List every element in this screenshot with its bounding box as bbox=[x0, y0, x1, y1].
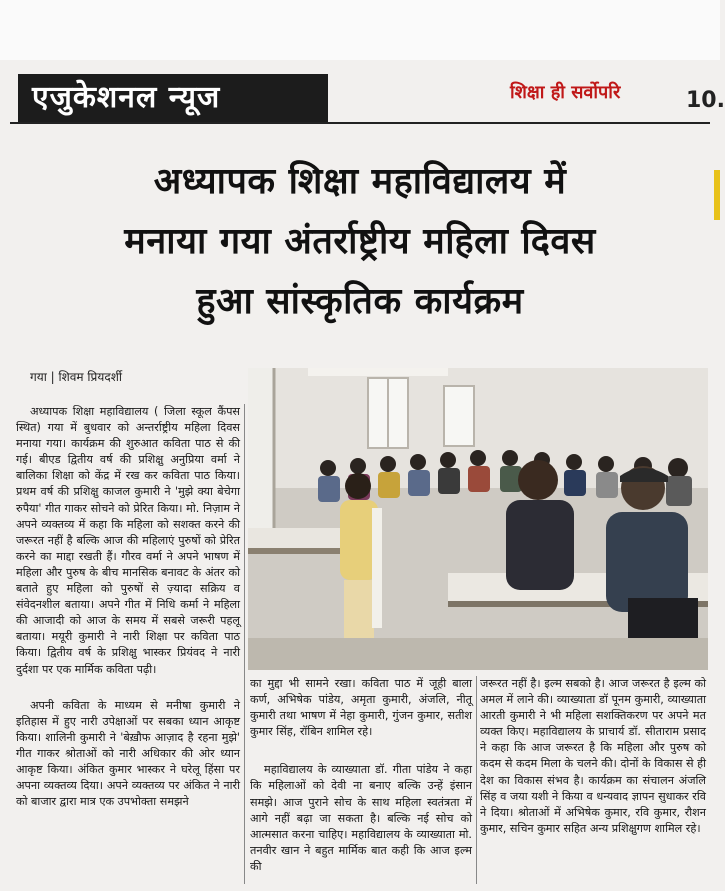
paragraph: अपनी कविता के माध्यम से मनीषा कुमारी ने इतिहास में हुए नारी उपेक्षाओं पर सबका ध्यान आकृष्ट किया। शालिनी कुमारी ने 'बेख़ौफ आज़ाद है रहना मुझे' गीत गाकर श्रोताओं को नारी अधिकार की ओर ध्यान आकृष्ट किया। अंकित कुमार भास्कर ने घरेलू हिंसा पर अपना व्यक्तव्य दिया। अपने व्यक्तव्य पर अंकित ने नारी को बाजार द्वारा मात्र एक उपभोक्ता समझने bbox=[16, 698, 240, 809]
article-column-1 bbox=[16, 404, 240, 810]
paragraph: का मुद्दा भी सामने रखा। कविता पाठ में जूही बाला कर्ण, अभिषेक पांडेय, अमृता कुमारी, अंजलि, नीतू कुमारी तथा भाषण में नेहा कुमारी, गुंजन कुमार, सतीश कुमार सिंह, रॉबिन शामिल रहे। bbox=[250, 677, 472, 739]
top-band bbox=[0, 0, 720, 60]
headline bbox=[10, 152, 710, 332]
classroom-photo-illustration bbox=[248, 368, 708, 670]
article-column-3 bbox=[480, 676, 706, 837]
event-photo bbox=[248, 368, 708, 670]
paragraph: जरूरत नहीं है। इल्म सबको है। आज जरूरत है इल्म को अमल में लाने की। व्याख्याता डॉ पूनम कुमारी, व्याख्याता आरती कुमारी ने भी महिला सशक्तिकरण पर अपने मत व्यक्त किए। महाविद्यालय के प्राचार्य डॉ. सीताराम प्रसाद ने कहा कि आज जरूरत है कि महिला और पुरुष को कदम से कदम मिला के चलने की। दोनों के विकास से ही देश का विकास संभव है। कार्यक्रम का संचालन अंजलि सिंह व जया यशी ने किया व धन्यवाद ज्ञापन सुधाकर रवि ने दिया। श्रोताओं में अभिषेक कुमार, रवि कुमार, रौशन कुमार, सचिन कुमार सहित अन्य प्रशिक्षुगण शामिल रहे। bbox=[480, 677, 706, 835]
section-brand: एजुकेशनल न्यूज bbox=[18, 74, 328, 122]
column-divider bbox=[244, 404, 245, 884]
masthead bbox=[10, 68, 725, 124]
byline: गया | शिवम प्रियदर्शी bbox=[30, 370, 122, 384]
headline-line: हुआ सांस्कृतिक कार्यक्रम bbox=[196, 281, 524, 322]
page-number: 10. bbox=[686, 88, 725, 113]
headline-line: मनाया गया अंतर्राष्ट्रीय महिला दिवस bbox=[124, 221, 596, 262]
headline-line: अध्यापक शिक्षा महाविद्यालय में bbox=[153, 161, 567, 202]
paragraph: महाविद्यालय के व्याख्याता डॉ. गीता पांडेय ने कहा कि महिलाओं को देवी ना बनाए बल्कि उन्हें इंसान समझे। आज पुराने सोच के साथ महिला स्वतंत्रता में आगे नहीं बढ़ा जा सकता है। बल्कि नई सोच को आत्मसात करना चाहिए। महाविद्यालय के व्याख्याता मो. तनवीर खान ने बहुत मार्मिक बात कही कि आज इल्म की bbox=[250, 763, 472, 873]
paragraph: अध्यापक शिक्षा महाविद्यालय ( जिला स्कूल कैंपस स्थित) गया में बुधवार को अन्तर्राष्ट्रीय महिला दिवस मनाया गया। कार्यक्रम की शुरुआत कविता पाठ से की गई। बीएड द्वितीय वर्ष की प्रशिक्षु अनुप्रिया वर्मा ने बालिका शिक्षा को केंद्र में रख कर कविता पाठ किया। प्रथम वर्ष की प्रशिक्षु काजल कुमारी ने 'मुझे क्या बेचेगा रुपैया' गीत गाकर सोचने को प्रेरित किया। मो. निज़ाम ने अपने व्यक्तव्य में कहा कि महिला को सशक्त करने की जरूरत नहीं है बल्कि आज की महिलाएं पुरुषों को प्रेरित करने का माद्दा रखती हैं। गौरव वर्मा ने अपने भाषण में महिला और पुरुष के बीच मानसिक बनावट के अंतर को बताते हुए महिला को पुरुषों से ज़्यादा सक्रिय व संवेदनशील बताया। अपने गीत में निधि कर्मा ने महिला की आजादी को आज के समय में सबसे जरूरी पहलू बताया। मयूरी कुमारी ने नारी शिक्षा पर कविता पाठ किया। द्वितीय वर्ष के प्रशिक्षु भास्कर प्रियंवद ने नारी दुर्दशा पर एक मार्मिक कविता पढ़ी। bbox=[16, 405, 240, 676]
column-divider bbox=[476, 676, 477, 884]
accent-tab bbox=[714, 170, 720, 220]
section-tagline: शिक्षा ही सर्वोपरि bbox=[510, 82, 621, 103]
article-column-2 bbox=[250, 676, 472, 875]
